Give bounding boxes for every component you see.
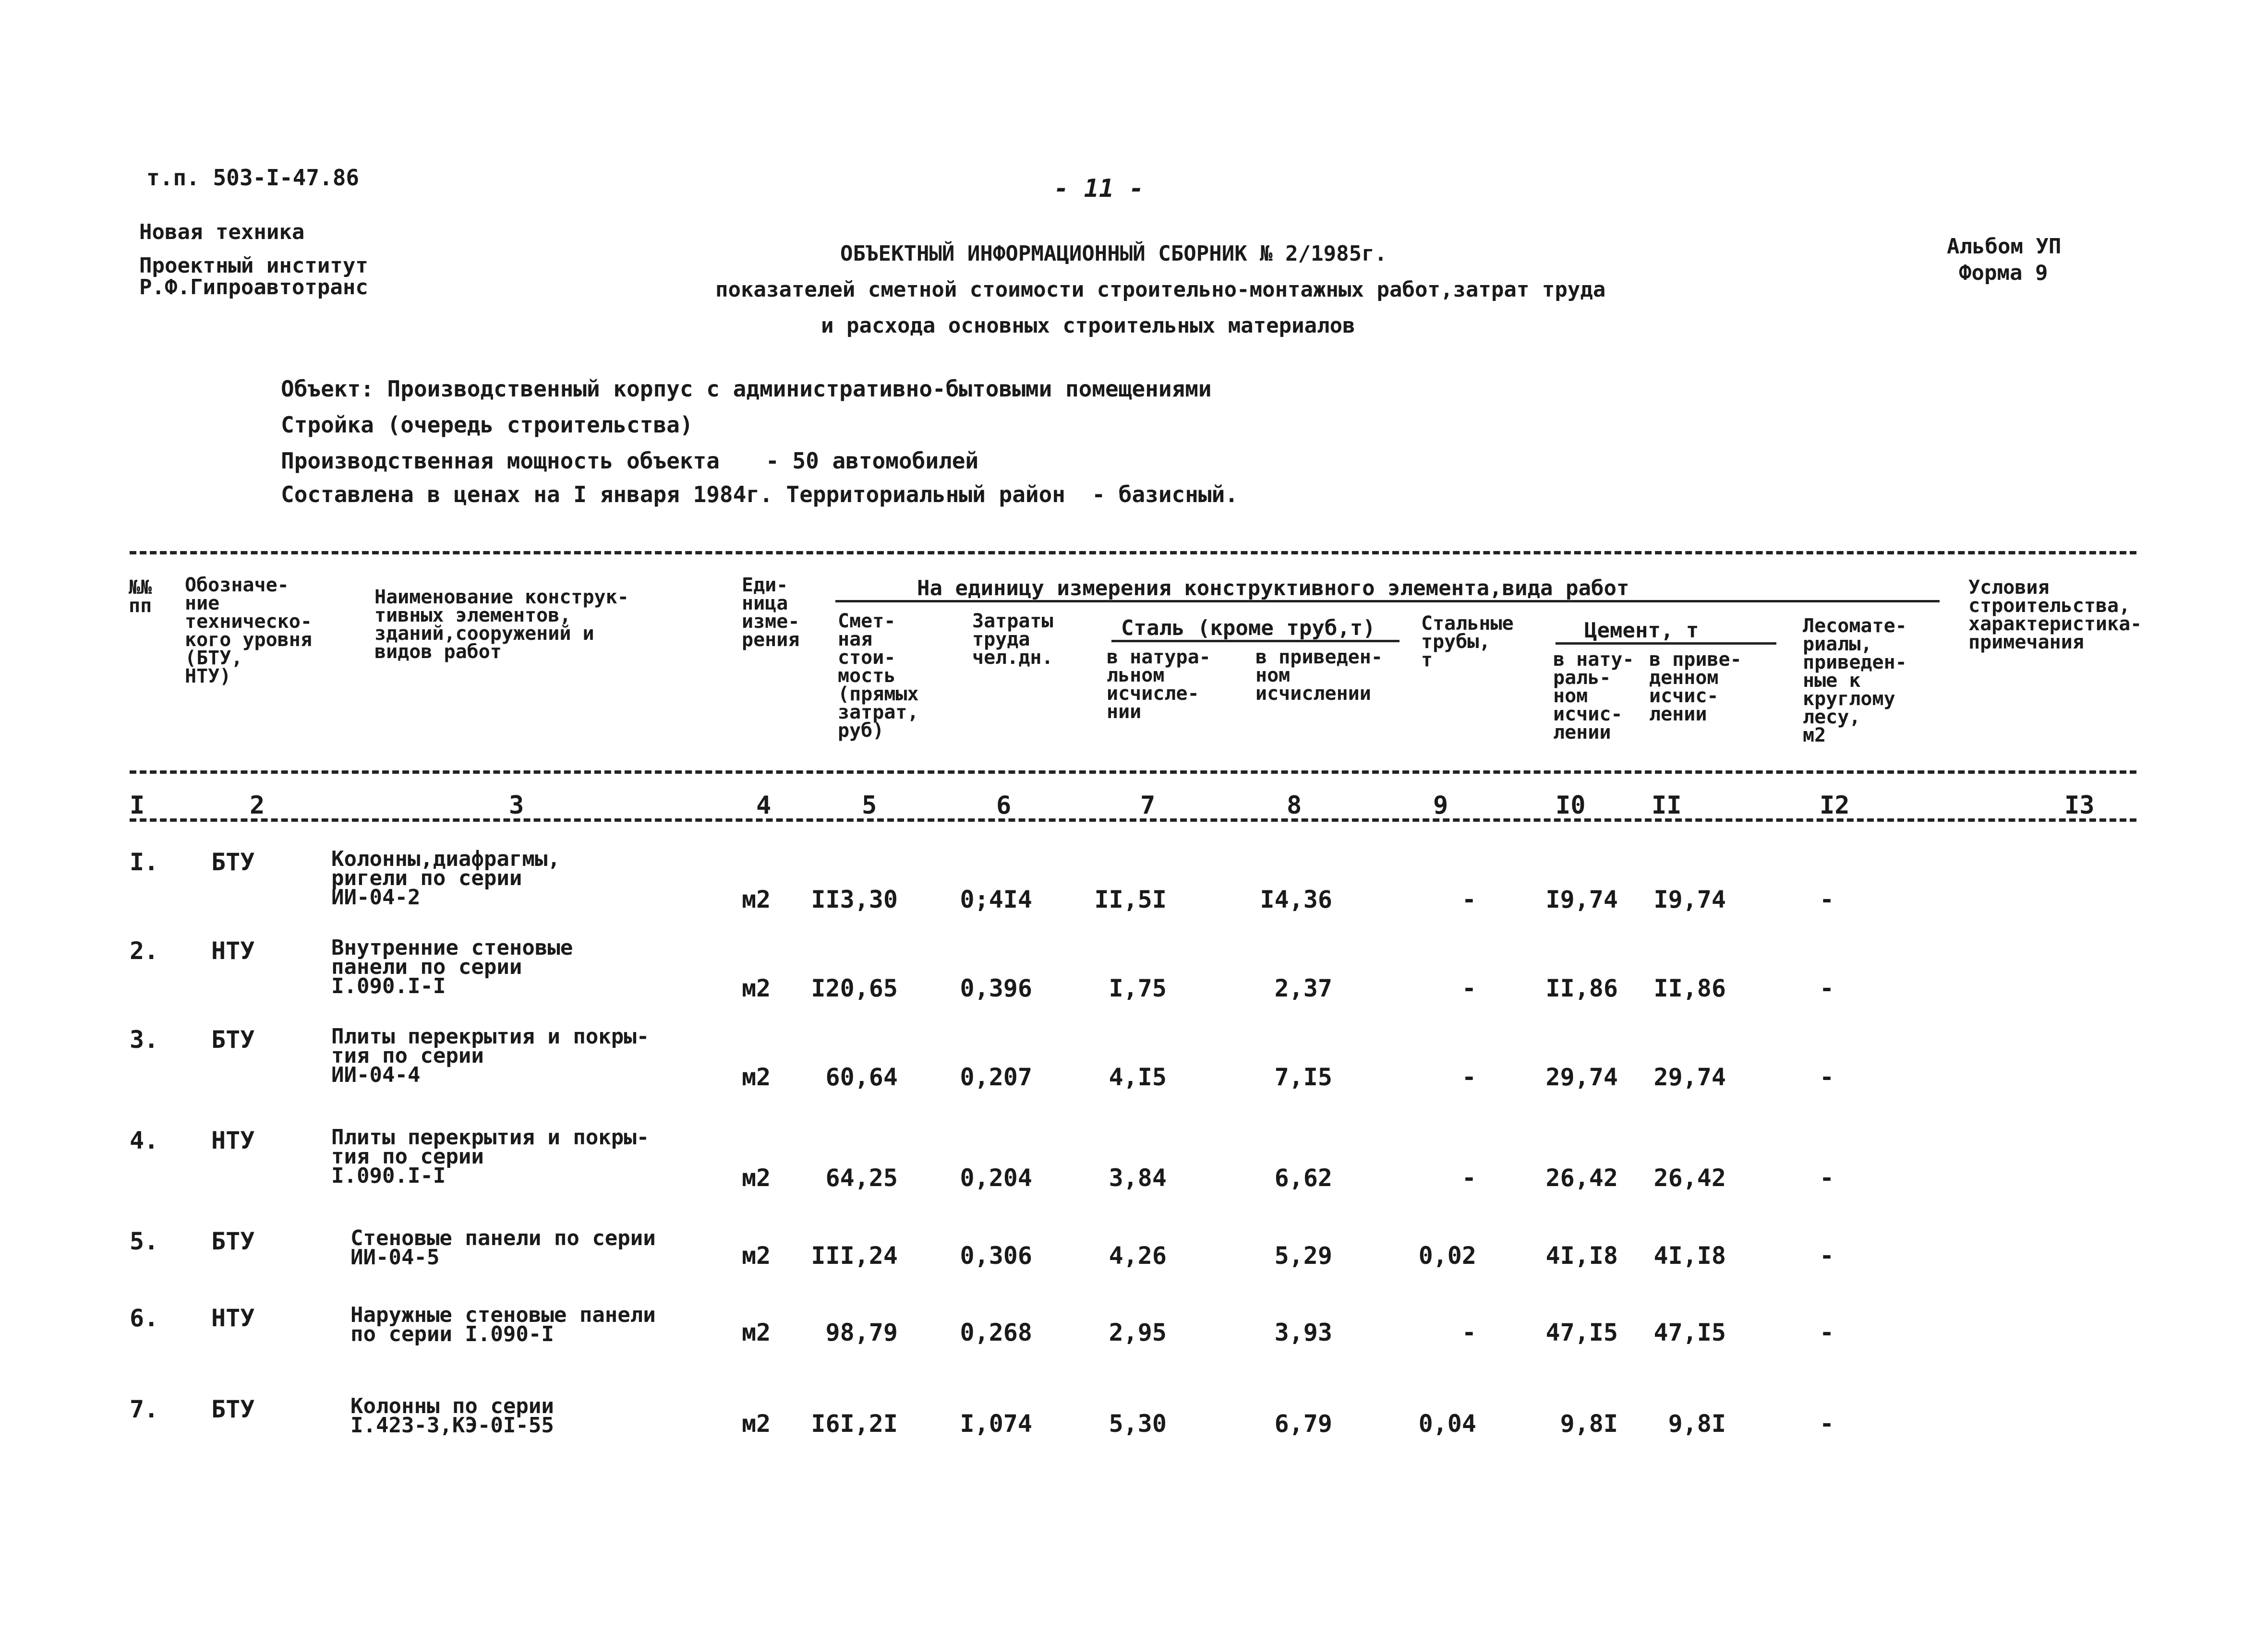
header-col-cement-natural: в нату- раль- ном исчис- лении [1553,648,1634,744]
row-cement-natural: I9,74 [1545,886,1618,913]
row-unit: м2 [742,1410,771,1438]
row-steel-reduced: 7,I5 [1274,1063,1332,1091]
row-cement-natural: 26,42 [1545,1164,1618,1192]
row-labor: 0,204 [960,1164,1032,1192]
row-level: БТУ [211,1026,255,1054]
org-line-2: Проектный институт [139,253,368,278]
row-level: БТУ [211,1227,255,1255]
row-timber: - [1820,974,1834,1002]
row-pipes: - [1461,886,1476,913]
page-number: - 11 - [1054,174,1144,203]
table-top-rule [130,551,2136,554]
colnum-4: 4 [756,791,772,820]
row-timber: - [1820,1164,1834,1192]
row-timber: - [1820,1410,1834,1438]
row-number: 3. [130,1026,159,1054]
row-labor: 0,306 [960,1242,1032,1270]
prices-line: Составлена в ценах на I января 1984г. Территориальный район - базисный. [281,481,1238,507]
group-main-underline [835,600,1940,602]
row-steel-reduced: 5,29 [1274,1242,1332,1270]
row-number: 4. [130,1127,159,1154]
row-labor: 0,207 [960,1063,1032,1091]
row-steel-natural: 2,95 [1109,1319,1167,1346]
row-timber: - [1820,1063,1834,1091]
header-col-labor: Затраты труда чел.дн. [972,610,1053,669]
header-col-cement-reduced: в приве- денном исчис- лении [1649,648,1742,725]
row-unit: м2 [742,1242,771,1270]
header-bottom-rule [130,770,2136,774]
capacity-value: - 50 автомобилей [766,448,979,474]
header-col-unit: Еди- ница изме- рения [742,574,800,651]
row-cement-reduced: II,86 [1653,974,1726,1002]
row-labor: 0,268 [960,1319,1032,1346]
row-steel-reduced: I4,36 [1260,886,1332,913]
document-title: ОБЪЕКТНЫЙ ИНФОРМАЦИОННЫЙ СБОРНИК № 2/1985г. [840,241,1387,266]
row-steel-reduced: 6,62 [1274,1164,1332,1192]
row-steel-natural: 4,I5 [1109,1063,1167,1091]
row-name: Стеновые панели по серии ИИ-04-5 [350,1226,656,1270]
header-col-cost: Смет- ная стои- мость (прямых затрат, руб) [838,610,919,742]
doc-reference: т.п. 503-I-47.86 [146,165,360,191]
row-cement-reduced: 29,74 [1653,1063,1726,1091]
row-steel-reduced: 3,93 [1274,1319,1332,1346]
colnum-3: 3 [509,791,524,820]
row-level: НТУ [211,1127,255,1154]
group-steel-underline [1111,640,1399,642]
row-cement-natural: II,86 [1545,974,1618,1002]
header-col-timber: Лесомате- риалы, приведен- ные к круглому лесу, м2 [1803,615,1907,746]
object-line: Объект: Производственный корпус с административно-бытовыми помещениями [281,376,1212,402]
row-cement-reduced: 9,8I [1668,1410,1726,1438]
header-group-steel: Сталь (кроме труб,т) [1121,616,1375,640]
row-cost: 60,64 [825,1063,898,1091]
row-timber: - [1820,1319,1834,1346]
row-steel-natural: II,5I [1094,886,1167,913]
row-steel-natural: 3,84 [1109,1164,1167,1192]
row-name: Колонны по серии I.423-3,КЭ-0I-55 [350,1394,554,1438]
header-col-steel-natural: в натура- льном исчисле- нии [1107,646,1211,723]
form-label: Форма 9 [1959,261,2048,285]
row-steel-natural: I,75 [1109,974,1167,1002]
row-steel-natural: 4,26 [1109,1242,1167,1270]
colnum-6: 6 [996,791,1012,820]
org-line-3: Р.Ф.Гипроавтотранс [139,275,368,300]
header-col-number: №№ пп [129,576,152,617]
colnum-10: I0 [1556,791,1586,820]
colnum-13: I3 [2064,791,2095,820]
row-cement-natural: 47,I5 [1545,1319,1618,1346]
row-cement-natural: 29,74 [1545,1063,1618,1091]
row-cement-reduced: 47,I5 [1653,1319,1726,1346]
row-pipes: - [1461,1319,1476,1346]
group-cement-underline [1556,642,1776,645]
colnum-5: 5 [862,791,877,820]
row-number: 7. [130,1395,159,1423]
document-subtitle-1: показателей сметной стоимости строительно-монтажных работ,затрат труда [715,277,1606,302]
row-pipes: 0,02 [1418,1242,1476,1270]
row-unit: м2 [742,974,771,1002]
row-unit: м2 [742,1319,771,1346]
album-label: Альбом УП [1947,234,2062,259]
header-col-name: Наименование конструк- тивных элементов, зданий,сооружений и видов работ [374,586,629,663]
row-labor: 0,396 [960,974,1032,1002]
row-timber: - [1820,886,1834,913]
row-number: 2. [130,937,159,965]
row-timber: - [1820,1242,1834,1270]
row-cement-reduced: 26,42 [1653,1164,1726,1192]
row-unit: м2 [742,1164,771,1192]
row-labor: 0;4I4 [960,886,1032,913]
colnum-9: 9 [1433,791,1448,820]
row-cement-natural: 4I,I8 [1545,1242,1618,1270]
row-name: Плиты перекрытия и покры- тия по серии ИИ-04-4 [331,1024,650,1087]
org-line-1: Новая техника [139,220,305,244]
row-level: БТУ [211,848,255,876]
capacity-label: Производственная мощность объекта [281,448,720,474]
row-cost: I20,65 [811,974,898,1002]
colnum-12: I2 [1820,791,1850,820]
row-number: 5. [130,1227,159,1255]
row-pipes: - [1461,974,1476,1002]
row-name: Наружные стеновые панели по серии I.090-I [350,1303,656,1346]
header-group-cement: Цемент, т [1584,618,1699,643]
header-col-level: Обозначе- ние техническо- кого уровня (БТУ, НТУ) [185,574,312,687]
row-level: БТУ [211,1395,255,1423]
colnum-8: 8 [1287,791,1302,820]
header-col-pipes: Стальные трубы, т [1421,612,1514,671]
row-pipes: 0,04 [1418,1410,1476,1438]
row-number: 6. [130,1304,159,1332]
row-labor: I,074 [960,1410,1032,1438]
colnum-1: I [130,791,145,820]
colnum-2: 2 [250,791,265,820]
row-steel-natural: 5,30 [1109,1410,1167,1438]
construction-line: Стройка (очередь строительства) [281,412,693,438]
row-cost: III,24 [811,1242,898,1270]
row-pipes: - [1461,1164,1476,1192]
row-level: НТУ [211,1304,255,1332]
row-cost: II3,30 [811,886,898,913]
row-pipes: - [1461,1063,1476,1091]
document-subtitle-2: и расхода основных строительных материалов [821,313,1355,338]
row-name: Колонны,диафрагмы, ригели по серии ИИ-04-2 [331,847,560,910]
header-col-steel-reduced: в приведен- ном исчислении [1255,646,1383,705]
row-unit: м2 [742,1063,771,1091]
row-cost: 64,25 [825,1164,898,1192]
colnum-7: 7 [1140,791,1156,820]
row-level: НТУ [211,937,255,965]
row-name: Внутренние стеновые панели по серии I.090.I-I [331,936,573,998]
colnum-11: II [1652,791,1682,820]
row-cement-reduced: 4I,I8 [1653,1242,1726,1270]
header-group-main: На единицу измерения конструктивного элемента,вида работ [917,576,1629,600]
row-unit: м2 [742,886,771,913]
row-steel-reduced: 6,79 [1274,1410,1332,1438]
header-col-conditions: Условия строительства, характеристика- примечания [1968,576,2142,653]
row-number: I. [130,848,159,876]
row-steel-reduced: 2,37 [1274,974,1332,1002]
row-cost: 98,79 [825,1319,898,1346]
row-name: Плиты перекрытия и покры- тия по серии I.090.I-I [331,1125,650,1188]
row-cement-reduced: I9,74 [1653,886,1726,913]
row-cost: I6I,2I [811,1410,898,1438]
row-cement-natural: 9,8I [1560,1410,1618,1438]
